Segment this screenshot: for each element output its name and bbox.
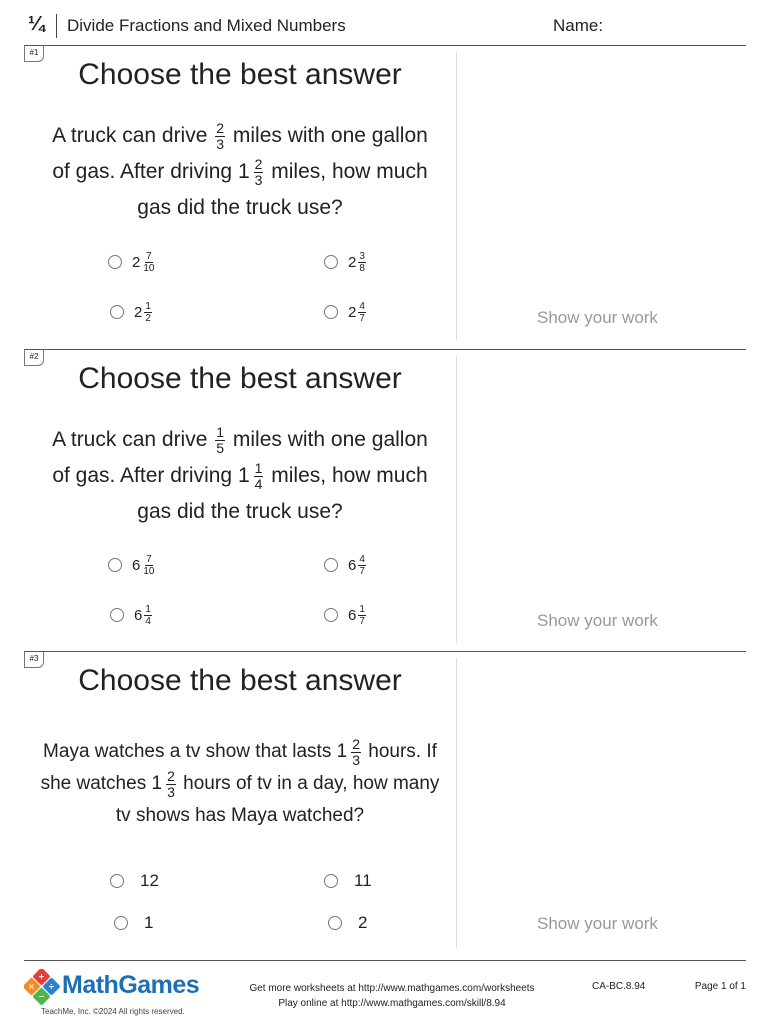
fraction: $\frac{1}{5}$	[216, 423, 225, 456]
option-value: 6 $\frac{7}{10}$	[132, 553, 155, 577]
answer-option-a[interactable]	[108, 553, 155, 577]
problem-number-tag: #3	[24, 652, 44, 668]
answer-option-c[interactable]	[114, 911, 153, 935]
option-value: 12	[140, 871, 159, 890]
worksheet-header	[24, 10, 746, 46]
problem-heading: Choose the best answer	[78, 664, 402, 697]
answer-option-d[interactable]	[328, 911, 367, 935]
option-value: 11	[354, 871, 372, 890]
mixed-number: 1 $\frac{2}{3}$	[151, 767, 175, 800]
radio-button[interactable]	[114, 916, 128, 930]
svg-text:+: +	[38, 972, 45, 981]
show-your-work-label: Show your work	[537, 914, 658, 933]
mixed-number: 1 $\frac{2}{3}$	[336, 735, 360, 768]
problem-number-tag: #1	[24, 46, 44, 62]
answer-option-d[interactable]	[324, 603, 366, 627]
problem-heading: Choose the best answer	[78, 58, 402, 91]
radio-button[interactable]	[108, 255, 122, 269]
mathgames-logo	[24, 969, 224, 1009]
column-divider	[456, 356, 457, 643]
radio-button[interactable]	[110, 874, 124, 888]
radio-button[interactable]	[324, 305, 338, 319]
page-number: Page 1 of 1	[694, 981, 746, 992]
radio-button[interactable]	[324, 608, 338, 622]
worksheets-link[interactable]: Get more worksheets at http://www.mathgames.com/worksheets	[249, 983, 535, 994]
radio-button[interactable]	[328, 916, 342, 930]
footer-links	[224, 981, 560, 1011]
dice-logo-icon	[24, 969, 60, 1005]
radio-button[interactable]	[324, 874, 338, 888]
option-value: 2 $\frac{7}{10}$	[132, 250, 155, 274]
option-value: 6 $\frac{1}{7}$	[348, 603, 365, 627]
fraction: $\frac{2}{3}$	[216, 119, 225, 152]
mixed-number: 1 $\frac{1}{4}$	[237, 459, 263, 492]
radio-button[interactable]	[108, 558, 122, 572]
answer-option-c[interactable]	[110, 300, 152, 324]
column-divider	[456, 52, 457, 341]
problem-2	[24, 349, 746, 651]
option-value: 2 $\frac{1}{2}$	[134, 300, 151, 324]
option-value: 2 $\frac{3}{8}$	[348, 250, 365, 274]
problem-3	[24, 651, 746, 956]
mixed-number: 1 $\frac{2}{3}$	[237, 155, 263, 188]
problem-question: Maya watches a tv show that lasts 1 $\frac{2}{3}$ hours. If she watches 1 $\frac{2}{3}$ hours of tv in a day, how many tv shows has Maya watched?	[40, 735, 440, 827]
brand-name: MathGames	[62, 971, 200, 999]
quarter-logo: ¼	[28, 13, 45, 35]
radio-button[interactable]	[324, 558, 338, 572]
option-value: 6 $\frac{4}{7}$	[348, 553, 365, 577]
copyright-text: TeachMe, Inc. ©2024 All rights reserved.	[41, 1007, 185, 1016]
answer-option-a[interactable]	[108, 250, 155, 274]
option-value: 1	[144, 913, 154, 932]
answer-option-c[interactable]	[110, 603, 152, 627]
svg-text:×: ×	[28, 982, 35, 991]
answer-option-a[interactable]	[110, 869, 159, 893]
answer-option-b[interactable]	[324, 869, 372, 893]
svg-text:−: −	[38, 992, 45, 1001]
radio-button[interactable]	[110, 305, 124, 319]
header-divider	[56, 14, 57, 38]
svg-text:÷: ÷	[48, 982, 55, 991]
column-divider	[456, 658, 457, 948]
problem-1	[24, 46, 746, 349]
radio-button[interactable]	[110, 608, 124, 622]
problem-question: A truck can drive $\frac{1}{5}$ miles with one gallon of gas. After driving 1 $\frac{1}{4}$ miles, how much gas did the truck use?	[52, 423, 428, 524]
radio-button[interactable]	[324, 255, 338, 269]
option-value: 2	[358, 913, 368, 932]
worksheet-title: Divide Fractions and Mixed Numbers	[67, 16, 346, 35]
answer-option-b[interactable]	[324, 553, 366, 577]
play-online-link[interactable]: Play online at http://www.mathgames.com/skill/8.94	[278, 998, 506, 1009]
skill-code: CA-BC.8.94	[592, 981, 646, 992]
answer-option-d[interactable]	[324, 300, 366, 324]
show-your-work-label: Show your work	[537, 308, 658, 327]
problem-heading: Choose the best answer	[78, 362, 402, 395]
name-label: Name:	[553, 16, 604, 35]
problem-number-tag: #2	[24, 350, 44, 366]
option-value: 6 $\frac{1}{4}$	[134, 603, 151, 627]
option-value: 2 $\frac{4}{7}$	[348, 300, 365, 324]
show-your-work-label: Show your work	[537, 611, 658, 630]
answer-option-b[interactable]	[324, 250, 366, 274]
worksheet-footer	[24, 960, 746, 1024]
problem-question: A truck can drive $\frac{2}{3}$ miles with one gallon of gas. After driving 1 $\frac{2}{3}$ miles, how much gas did the truck use?	[52, 119, 428, 220]
